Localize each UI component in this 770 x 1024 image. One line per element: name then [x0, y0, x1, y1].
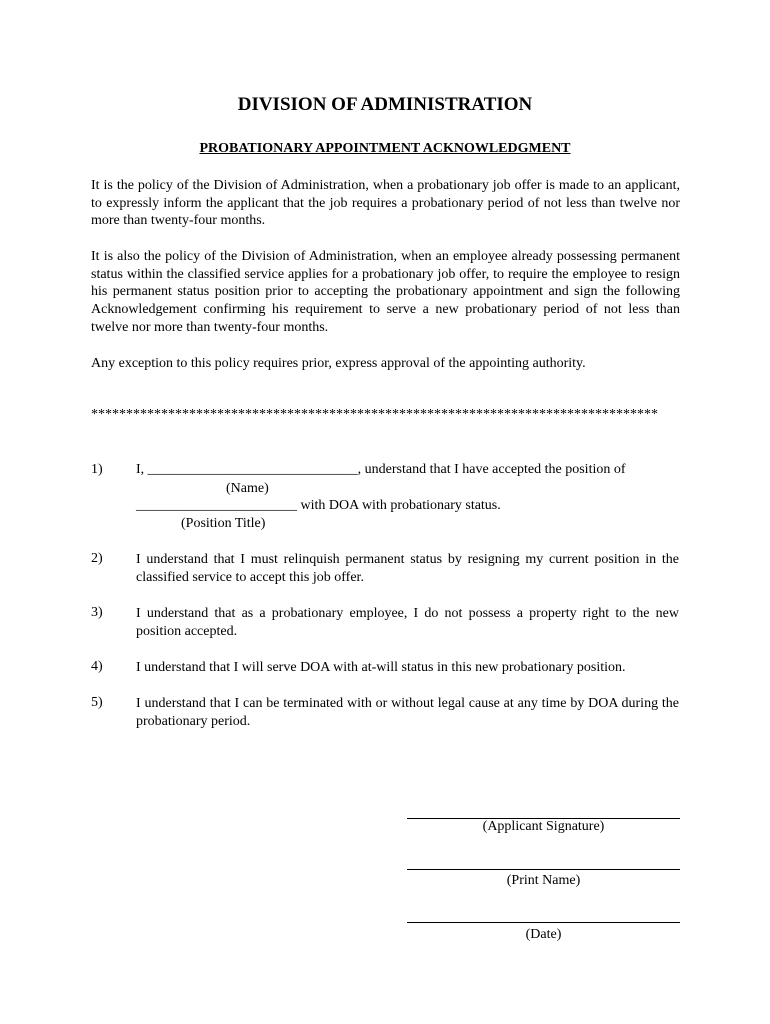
acknowledgment-item-5: I understand that I can be terminated with or without legal cause at any time by DOA during the probationary period.	[136, 696, 679, 729]
item-number-4: 4)	[91, 659, 103, 674]
document-title: DIVISION OF ADMINISTRATION	[237, 94, 533, 115]
policy-paragraph-2: It is also the policy of the Division of Administration, when an employee already possessing permanent status within the classified service applies for a probationary job offer, to require the employee to resign his permanent status position prior to accepting the probationary appointment and sign the following Acknowledgement confirming his requirement to serve a new probationary period of not less than twelve nor more than twenty-four months.	[91, 249, 680, 335]
date-line[interactable]	[407, 922, 680, 923]
item-number-5: 5)	[91, 695, 103, 710]
applicant-signature-label: (Applicant Signature)	[482, 819, 605, 834]
position-title-label: (Position Title)	[181, 516, 266, 531]
item-number-3: 3)	[91, 605, 103, 620]
name-label: (Name)	[226, 481, 269, 496]
separator-line: *********************************************************************************	[91, 407, 658, 422]
acknowledgment-item-4: I understand that I will serve DOA with at-will status in this new probationary position.	[136, 660, 626, 675]
date-label: (Date)	[525, 927, 562, 942]
policy-paragraph-3: Any exception to this policy requires prior, express approval of the appointing authority.	[91, 356, 586, 371]
item-number-1: 1)	[91, 462, 103, 477]
print-name-line[interactable]	[407, 869, 680, 870]
acknowledgment-item-2: I understand that I must relinquish permanent status by resigning my current position in the classified service to accept this job offer.	[136, 552, 679, 585]
document-subtitle: PROBATIONARY APPOINTMENT ACKNOWLEDGMENT	[199, 141, 571, 156]
policy-paragraph-1: It is the policy of the Division of Administration, when a probationary job offer is made to an applicant, to expressly inform the applicant that the job requires a probationary period of not less than twelve nor more than twenty-four months.	[91, 178, 680, 229]
acknowledgment-item-3: I understand that as a probationary employee, I do not possess a property right to the new position accepted.	[136, 606, 679, 639]
item-number-2: 2)	[91, 551, 103, 566]
name-line: I, ______________________________, understand that I have accepted the position of	[136, 462, 626, 477]
print-name-label: (Print Name)	[506, 873, 581, 888]
position-title-line: _______________________ with DOA with probationary status.	[136, 498, 501, 513]
